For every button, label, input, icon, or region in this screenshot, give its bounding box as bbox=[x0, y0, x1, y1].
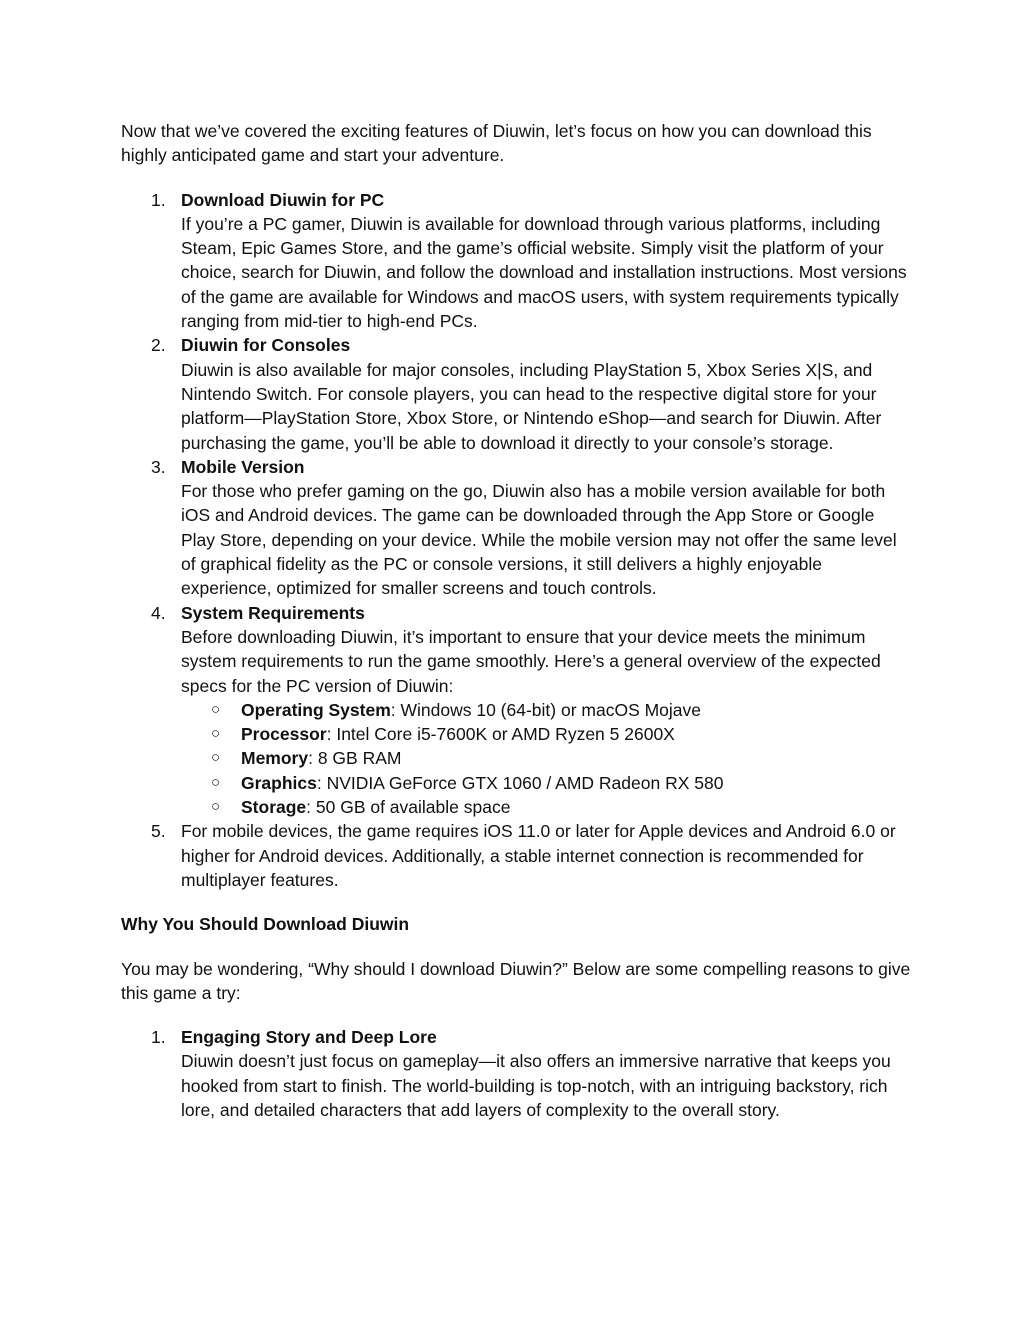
reason-item-story bbox=[121, 1025, 911, 1122]
specs-list bbox=[181, 698, 911, 819]
section-heading: Why You Should Download Diuwin bbox=[121, 914, 410, 935]
list-item-body: If you’re a PC gamer, Diuwin is available for download through various platforms, including Steam, Epic Games Store, and the game’s official website. Simply visit the platform of your choice, search for Diuwin, and follow the download and installation instructions. Most versions of the game are available for Windows and macOS users, with system requirements typically ranging from mid-tier to high-end PCs. bbox=[181, 213, 907, 332]
list-item-title: Diuwin for Consoles bbox=[181, 335, 351, 356]
hollow-bullet-icon: ○ bbox=[211, 773, 221, 791]
list-item-title: Mobile Version bbox=[181, 456, 305, 477]
list-item-pc bbox=[121, 188, 911, 334]
list-item-title: Download Diuwin for PC bbox=[181, 189, 385, 210]
spec-item-graphics bbox=[181, 771, 911, 795]
spec-name: Operating System bbox=[241, 699, 391, 720]
list-item-body: For mobile devices, the game requires iOS 11.0 or later for Apple devices and Android 6.0 or higher for Android devices. Additionally, a stable internet connection is recommended for multiplayer features. bbox=[181, 821, 896, 890]
spec-value: : Intel Core i5-7600K or AMD Ryzen 5 2600X bbox=[326, 724, 675, 745]
spec-name: Processor bbox=[241, 724, 327, 745]
list-number: 2. bbox=[151, 335, 166, 356]
list-number: 1. bbox=[151, 1027, 166, 1048]
spec-item-os bbox=[181, 698, 911, 722]
list-item-title: Engaging Story and Deep Lore bbox=[181, 1027, 437, 1048]
spec-value: : NVIDIA GeForce GTX 1060 / AMD Radeon RX 580 bbox=[316, 772, 724, 793]
spec-name: Graphics bbox=[241, 772, 317, 793]
list-item-system-requirements bbox=[121, 601, 911, 820]
spec-item-processor bbox=[181, 722, 911, 746]
list-number: 3. bbox=[151, 456, 166, 477]
document-page bbox=[121, 119, 911, 1122]
list-item-mobile-requirements bbox=[121, 819, 911, 892]
list-item-title: System Requirements bbox=[181, 602, 365, 623]
hollow-bullet-icon: ○ bbox=[211, 725, 221, 743]
spec-name: Memory bbox=[241, 748, 309, 769]
list-item-consoles bbox=[121, 333, 911, 454]
list-item-body: Diuwin is also available for major consoles, including PlayStation 5, Xbox Series X|S, and Nintendo Switch. For console players, you can head to the respective digital store for your platform—PlayStation Store, Xbox Store, or Nintendo eShop—and search for Diuwin. After purchasing the game, you’ll be able to download it directly to your console’s storage. bbox=[181, 359, 882, 453]
reasons-list bbox=[121, 1025, 911, 1122]
spec-value: : 50 GB of available space bbox=[306, 797, 511, 818]
list-number: 1. bbox=[151, 189, 166, 210]
spec-value: : 8 GB RAM bbox=[308, 748, 402, 769]
download-list bbox=[121, 188, 911, 893]
hollow-bullet-icon: ○ bbox=[211, 798, 221, 816]
list-item-body: Before downloading Diuwin, it’s important to ensure that your device meets the minimum system requirements to run the game smoothly. Here’s a general overview of the expected specs for the PC version of Diuwin: bbox=[181, 626, 881, 696]
list-number: 5. bbox=[151, 821, 166, 842]
spec-value: : Windows 10 (64-bit) or macOS Mojave bbox=[390, 699, 702, 720]
spec-item-storage bbox=[181, 795, 911, 819]
list-number: 4. bbox=[151, 602, 166, 623]
hollow-bullet-icon: ○ bbox=[211, 749, 221, 767]
spec-item-memory bbox=[181, 746, 911, 770]
list-item-body: Diuwin doesn’t just focus on gameplay—it also offers an immersive narrative that keeps you hooked from start to finish. The world-building is top-notch, with an intriguing backstory, rich lore, and detailed characters that add layers of complexity to the overall story. bbox=[181, 1051, 891, 1120]
spec-name: Storage bbox=[241, 797, 307, 818]
list-item-body: For those who prefer gaming on the go, Diuwin also has a mobile version available for both iOS and Android devices. The game can be downloaded through the App Store or Google Play Store, depending on your device. While the mobile version may not offer the same level of graphical fidelity as the PC or console versions, it still delivers a highly enjoyable experience, optimized for smaller screens and touch controls. bbox=[181, 481, 897, 599]
why-intro-paragraph: You may be wondering, “Why should I download Diuwin?” Below are some compelling reasons to give this game a try: bbox=[121, 958, 911, 1003]
list-item-mobile bbox=[121, 455, 911, 601]
hollow-bullet-icon: ○ bbox=[211, 700, 221, 718]
intro-paragraph: Now that we’ve covered the exciting features of Diuwin, let’s focus on how you can download this highly anticipated game and start your adventure. bbox=[121, 121, 872, 166]
